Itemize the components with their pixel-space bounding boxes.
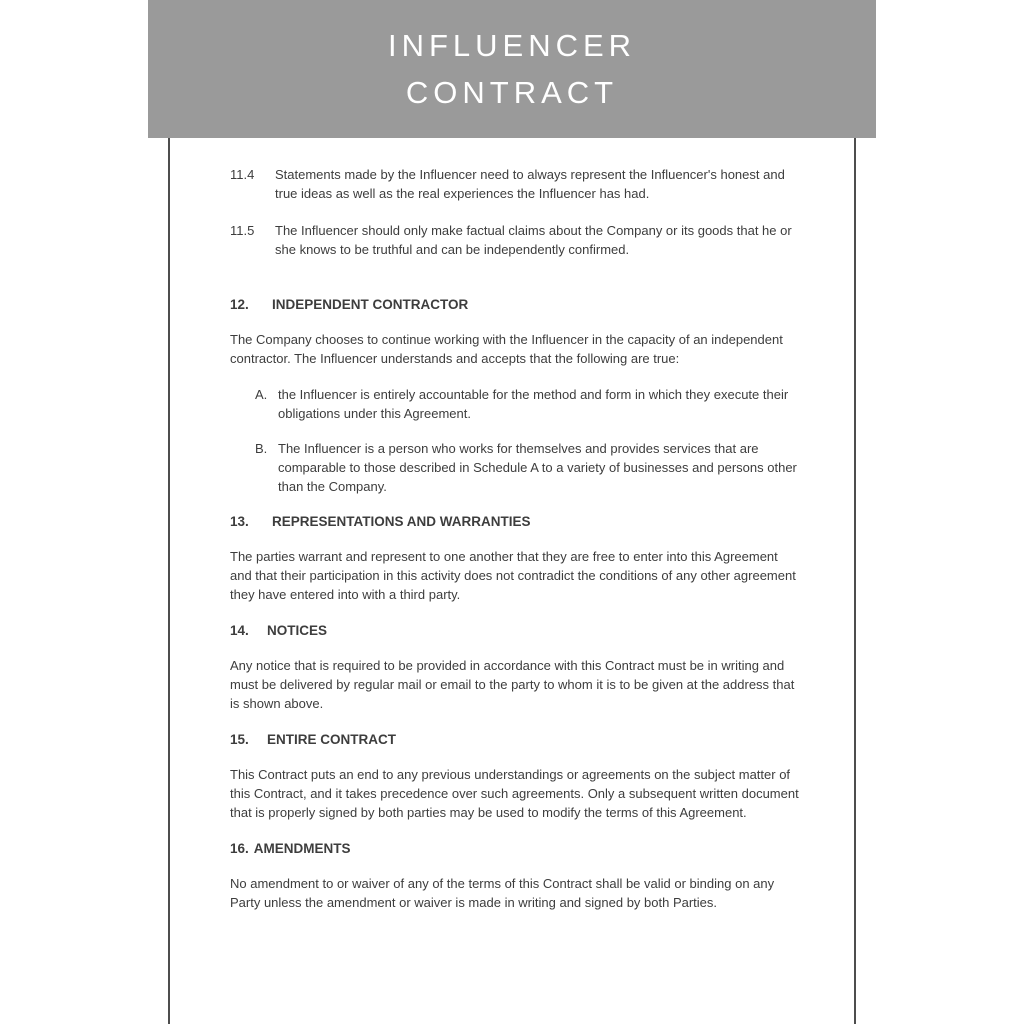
clause-11-4 <box>230 165 800 203</box>
contract-body <box>230 165 800 912</box>
contract-page <box>168 138 856 1024</box>
section-number: 13. <box>230 514 249 529</box>
section-title: NOTICES <box>267 623 328 638</box>
section-title: INDEPENDENT CONTRACTOR <box>272 297 469 312</box>
clause-number: 11.5 <box>230 223 255 238</box>
paragraph-amendments: No amendment to or waiver of any of the terms of this Contract shall be valid or binding on any Party unless the amendment or waiver is made in writing and signed by both Parties. <box>230 876 775 910</box>
paragraph-entire-contract: This Contract puts an end to any previous understandings or agreements on the subject matter of this Contract, and it takes precedence over such agreements. Only a subsequent written document that is properly signed by both parties may be used to modify the terms of this Agreement. <box>230 767 799 820</box>
clause-text: Statements made by the Influencer need to always represent the Influencer's honest and true ideas as well as the real experiences the Influencer has had. <box>275 167 785 201</box>
clause-11-5 <box>230 221 800 259</box>
section-number: 12. <box>230 297 249 312</box>
letter-item-b <box>255 439 800 496</box>
section-title: REPRESENTATIONS AND WARRANTIES <box>272 514 531 529</box>
clause-text: The Influencer should only make factual claims about the Company or its goods that he or she knows to be truthful and can be independently confirmed. <box>275 223 792 257</box>
paragraph-representations: The parties warrant and represent to one another that they are free to enter into this Agreement and that their participation in this activity does not contradict the conditions of any other agreement they have entered into with a third party. <box>230 549 796 602</box>
section-heading-15 <box>230 730 800 749</box>
section-heading-13 <box>230 512 800 531</box>
letter-marker: A. <box>255 387 268 402</box>
paragraph-notices: Any notice that is required to be provided in accordance with this Contract must be in writing and must be delivered by regular mail or email to the party to whom it is to be given at the address that is shown above. <box>230 658 795 711</box>
title-line-1: INFLUENCER <box>387 28 637 63</box>
section-number: 14. <box>230 623 249 638</box>
letter-item-a <box>255 385 800 423</box>
section-number: 16. <box>230 841 249 856</box>
section-title: ENTIRE CONTRACT <box>267 732 396 747</box>
section-heading-16 <box>230 839 800 858</box>
letter-text: the Influencer is entirely accountable for the method and form in which they execute their obligations under this Agreement. <box>278 387 789 421</box>
section-heading-12 <box>230 295 800 314</box>
paragraph-independent-contractor: The Company chooses to continue working with the Influencer in the capacity of an independent contractor. The Influencer understands and accepts that the following are true: <box>230 332 783 366</box>
letter-text: The Influencer is a person who works for themselves and provides services that are comparable to those described in Schedule A to a variety of businesses and persons other than the Company. <box>278 441 797 494</box>
title-banner <box>148 0 876 138</box>
section-title: AMENDMENTS <box>253 841 351 856</box>
section-number: 15. <box>230 732 249 747</box>
title-line-2: CONTRACT <box>405 75 619 110</box>
letter-marker: B. <box>255 441 268 456</box>
clause-number: 11.4 <box>230 167 255 182</box>
section-heading-14 <box>230 621 800 640</box>
